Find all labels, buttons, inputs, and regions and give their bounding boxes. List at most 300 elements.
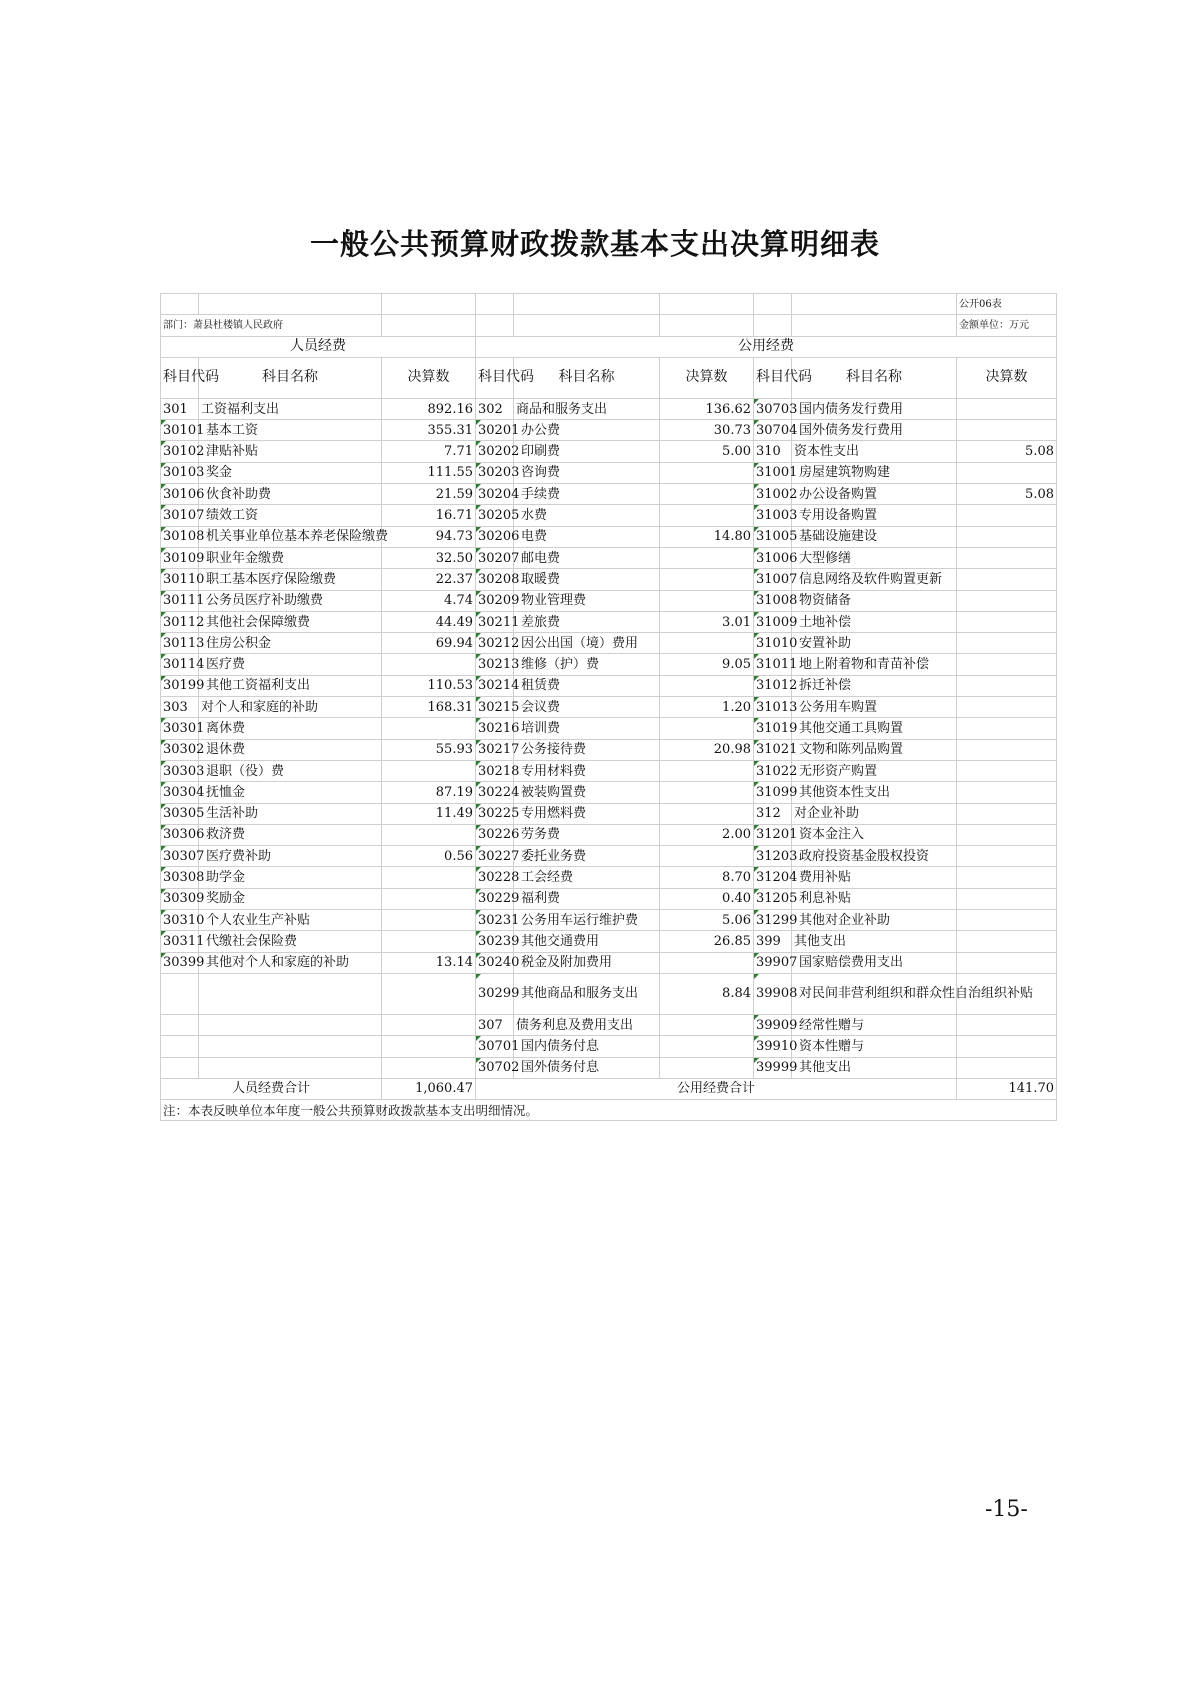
amount-value [660,462,754,483]
amount-value [382,910,476,931]
amount-value: 26.85 [660,931,754,952]
amount-header: 决算数 [382,357,476,398]
subject-code: 31201 [754,824,792,845]
table-row [161,547,1057,568]
subject-code: 399 [754,931,792,952]
subject-name: 委托业务费 [514,846,660,867]
subject-code: 302 [476,398,514,419]
subject-name: 代缴社会保险费 [199,931,382,952]
amount-value [660,547,754,568]
amount-value: 20.98 [660,739,754,760]
amount-value: 2.00 [660,824,754,845]
subject-code: 31019 [754,718,792,739]
subject-code: 30307 [161,846,199,867]
subject-name: 其他支出 [792,1057,957,1078]
subject-name: 政府投资基金股权投资 [792,846,957,867]
amount-value [382,760,476,781]
amount-value: 22.37 [382,569,476,590]
table-row [161,441,1057,462]
amount-value [957,718,1057,739]
subject-name: 物资储备 [792,590,957,611]
subject-name: 国内债务发行费用 [792,398,957,419]
page-number: -15- [985,1497,1028,1522]
subject-code: 30102 [161,441,199,462]
subject-name: 对民间非营利组织和群众性自治组织补贴 [792,973,957,1014]
subject-code: 31299 [754,910,792,931]
amount-value: 11.49 [382,803,476,824]
subject-code: 31001 [754,462,792,483]
subject-name: 津贴补贴 [199,441,382,462]
subject-name: 其他支出 [792,931,957,952]
subject-code: 30110 [161,569,199,590]
table-row [161,697,1057,718]
personnel-total-value: 1,060.47 [382,1078,476,1099]
subject-code: 30114 [161,654,199,675]
subject-name: 办公设备购置 [792,484,957,505]
subject-name: 工资福利支出 [199,398,382,419]
totals-row [161,1078,1057,1099]
subject-name: 工会经费 [514,867,660,888]
subject-code: 31099 [754,782,792,803]
subject-code: 31007 [754,569,792,590]
amount-value [957,867,1057,888]
subject-code: 30305 [161,803,199,824]
subject-code: 312 [754,803,792,824]
amount-value: 69.94 [382,633,476,654]
subject-name: 生活补助 [199,803,382,824]
subject-code: 31009 [754,611,792,632]
subject-name: 国家赔偿费用支出 [792,952,957,973]
subject-name: 奖金 [199,462,382,483]
amount-value [957,782,1057,803]
subject-name: 邮电费 [514,547,660,568]
subject-code: 31204 [754,867,792,888]
subject-code: 31012 [754,675,792,696]
subject-name: 公务用车运行维护费 [514,910,660,931]
amount-value: 892.16 [382,398,476,419]
subject-code [161,1057,199,1078]
subject-code: 30101 [161,420,199,441]
amount-value [957,888,1057,909]
name-header: 科目名称 [792,357,957,398]
subject-code: 30704 [754,420,792,441]
subject-name: 公务接待费 [514,739,660,760]
subject-name: 福利费 [514,888,660,909]
subject-name: 取暖费 [514,569,660,590]
amount-value [957,973,1057,1014]
amount-value [957,931,1057,952]
subject-code: 30212 [476,633,514,654]
subject-code: 30103 [161,462,199,483]
subject-code: 31011 [754,654,792,675]
amount-value [382,888,476,909]
amount-value [957,952,1057,973]
subject-code: 30299 [476,973,514,1014]
subject-name: 国外债务付息 [514,1057,660,1078]
amount-value [660,675,754,696]
subject-code: 30211 [476,611,514,632]
table-row [161,760,1057,781]
subject-code [161,1036,199,1057]
subject-name: 其他商品和服务支出 [514,973,660,1014]
amount-value [382,973,476,1014]
table-row [161,398,1057,419]
subject-name: 专用材料费 [514,760,660,781]
amount-value: 94.73 [382,526,476,547]
amount-value: 0.40 [660,888,754,909]
subject-code: 30106 [161,484,199,505]
subject-code: 30224 [476,782,514,803]
subject-name: 职业年金缴费 [199,547,382,568]
amount-value [957,846,1057,867]
code-header: 科目代码 [754,357,792,398]
amount-value [957,1014,1057,1035]
table-row [161,569,1057,590]
subject-name: 劳务费 [514,824,660,845]
subject-code: 31021 [754,739,792,760]
name-header: 科目名称 [514,357,660,398]
subject-code: 31022 [754,760,792,781]
amount-value [660,1014,754,1035]
subject-name: 被装购置费 [514,782,660,803]
subject-code: 30213 [476,654,514,675]
subject-code: 30206 [476,526,514,547]
subject-code: 30205 [476,505,514,526]
amount-value [957,654,1057,675]
amount-value: 7.71 [382,441,476,462]
amount-value: 9.05 [660,654,754,675]
subject-code: 31203 [754,846,792,867]
subject-name: 离休费 [199,718,382,739]
subject-name: 大型修缮 [792,547,957,568]
amount-value [660,590,754,611]
amount-value [957,526,1057,547]
amount-value [660,782,754,803]
table-row [161,846,1057,867]
subject-name: 维修（护）费 [514,654,660,675]
subject-code: 30239 [476,931,514,952]
subject-name: 公务用车购置 [792,697,957,718]
subject-code: 30240 [476,952,514,973]
subject-name: 会议费 [514,697,660,718]
amount-value: 8.84 [660,973,754,1014]
subject-name: 资本金注入 [792,824,957,845]
subject-code: 31002 [754,484,792,505]
subject-name: 拆迁补偿 [792,675,957,696]
subject-name: 其他资本性支出 [792,782,957,803]
amount-value [957,697,1057,718]
subject-code: 30203 [476,462,514,483]
amount-value [382,718,476,739]
amount-value: 55.93 [382,739,476,760]
subject-name: 安置补助 [792,633,957,654]
subject-code: 31005 [754,526,792,547]
subject-name: 住房公积金 [199,633,382,654]
code-header: 科目代码 [476,357,514,398]
subject-name: 绩效工资 [199,505,382,526]
amount-value [382,824,476,845]
table-row [161,931,1057,952]
subject-name: 利息补贴 [792,888,957,909]
subject-name: 差旅费 [514,611,660,632]
subject-code: 30108 [161,526,199,547]
subject-code: 30225 [476,803,514,824]
subject-name [199,1057,382,1078]
table-row [161,952,1057,973]
subject-name: 医疗费 [199,654,382,675]
table-row [161,1014,1057,1035]
amount-value: 110.53 [382,675,476,696]
table-row [161,526,1057,547]
subject-code: 30302 [161,739,199,760]
subject-name: 因公出国（境）费用 [514,633,660,654]
unit-label: 金额单位：万元 [957,315,1057,336]
amount-value [382,654,476,675]
subject-name: 培训费 [514,718,660,739]
subject-code: 30301 [161,718,199,739]
subject-name: 债务利息及费用支出 [514,1014,660,1035]
subject-code [161,973,199,1014]
amount-value [957,824,1057,845]
amount-value [660,803,754,824]
amount-value: 355.31 [382,420,476,441]
table-row [161,888,1057,909]
amount-value [957,739,1057,760]
amount-value [957,633,1057,654]
amount-value: 21.59 [382,484,476,505]
amount-value: 3.01 [660,611,754,632]
table-row [161,1057,1057,1078]
subject-code: 31205 [754,888,792,909]
subject-name: 信息网络及软件购置更新 [792,569,957,590]
subject-code: 30201 [476,420,514,441]
detail-table [160,293,1057,1121]
subject-code: 307 [476,1014,514,1035]
public-total-label: 公用经费合计 [476,1078,957,1099]
subject-code: 30399 [161,952,199,973]
amount-value [957,505,1057,526]
amount-value [660,505,754,526]
subject-code: 30204 [476,484,514,505]
subject-name: 国内债务付息 [514,1036,660,1057]
subject-code: 39909 [754,1014,792,1035]
amount-value: 4.74 [382,590,476,611]
amount-value [957,1057,1057,1078]
amount-value [957,675,1057,696]
subject-name: 国外债务发行费用 [792,420,957,441]
subject-name: 对个人和家庭的补助 [199,697,382,718]
subject-name: 地上附着物和青苗补偿 [792,654,957,675]
amount-value [660,633,754,654]
amount-value: 44.49 [382,611,476,632]
amount-value [660,846,754,867]
subject-code: 30216 [476,718,514,739]
subject-name: 其他社会保障缴费 [199,611,382,632]
page-title: 一般公共预算财政拨款基本支出决算明细表 [309,227,880,261]
column-header-row [161,357,1057,398]
subject-name: 物业管理费 [514,590,660,611]
amount-value: 0.56 [382,846,476,867]
subject-name: 其他工资福利支出 [199,675,382,696]
subject-code: 30107 [161,505,199,526]
amount-value: 1.20 [660,697,754,718]
subject-name: 租赁费 [514,675,660,696]
subject-name: 其他对企业补助 [792,910,957,931]
subject-name: 其他交通工具购置 [792,718,957,739]
subject-code: 31008 [754,590,792,611]
subject-name: 其他交通费用 [514,931,660,952]
subject-code: 31013 [754,697,792,718]
form-number: 公开06表 [957,294,1057,315]
amount-value [382,867,476,888]
subject-code: 30231 [476,910,514,931]
subject-code: 30218 [476,760,514,781]
amount-value [660,952,754,973]
subject-code: 30303 [161,760,199,781]
amount-value [957,398,1057,419]
subject-code: 39908 [754,973,792,1014]
amount-value: 5.00 [660,441,754,462]
subject-name: 水费 [514,505,660,526]
subject-code: 30308 [161,867,199,888]
amount-value [957,569,1057,590]
amount-value: 168.31 [382,697,476,718]
subject-name: 经常性赠与 [792,1014,957,1035]
subject-code [161,1014,199,1035]
subject-code: 30304 [161,782,199,803]
subject-name: 伙食补助费 [199,484,382,505]
amount-value [660,1036,754,1057]
table-row [161,718,1057,739]
subject-code: 30229 [476,888,514,909]
subject-code: 30112 [161,611,199,632]
personnel-total-label: 人员经费合计 [161,1078,382,1099]
subject-code: 31006 [754,547,792,568]
amount-value [382,1014,476,1035]
amount-value: 14.80 [660,526,754,547]
subject-code: 30702 [476,1057,514,1078]
subject-name: 职工基本医疗保险缴费 [199,569,382,590]
amount-value: 5.08 [957,441,1057,462]
subject-name: 专用燃料费 [514,803,660,824]
subject-code: 30701 [476,1036,514,1057]
subject-code: 39907 [754,952,792,973]
amount-value: 5.06 [660,910,754,931]
subject-code: 39910 [754,1036,792,1057]
subject-code: 30217 [476,739,514,760]
subject-name: 退职（役）费 [199,760,382,781]
code-header: 科目代码 [161,357,199,398]
table-row [161,462,1057,483]
subject-code: 31003 [754,505,792,526]
subject-code: 30208 [476,569,514,590]
table-row [161,973,1057,1014]
table-row [161,782,1057,803]
table-row [161,824,1057,845]
amount-value [382,1036,476,1057]
table-row [161,633,1057,654]
amount-value [957,611,1057,632]
subject-code: 31010 [754,633,792,654]
name-header: 科目名称 [199,357,382,398]
amount-value [957,910,1057,931]
subject-code: 30113 [161,633,199,654]
subject-name: 个人农业生产补贴 [199,910,382,931]
subject-name [199,973,382,1014]
table-row [161,484,1057,505]
subject-name: 文物和陈列品购置 [792,739,957,760]
subject-code: 30207 [476,547,514,568]
subject-name [199,1036,382,1057]
subject-name [199,1014,382,1035]
subject-code: 39999 [754,1057,792,1078]
subject-code: 30214 [476,675,514,696]
subject-name: 资本性支出 [792,441,957,462]
subject-name: 退休费 [199,739,382,760]
subject-code: 30199 [161,675,199,696]
subject-name: 对企业补助 [792,803,957,824]
subject-name: 奖励金 [199,888,382,909]
subject-name: 土地补偿 [792,611,957,632]
table-row [161,1036,1057,1057]
subject-name: 资本性赠与 [792,1036,957,1057]
amount-value [660,760,754,781]
subject-code: 310 [754,441,792,462]
amount-value: 136.62 [660,398,754,419]
subject-name: 救济费 [199,824,382,845]
subject-code: 30703 [754,398,792,419]
table-row [161,803,1057,824]
table-row [161,739,1057,760]
amount-value [660,1057,754,1078]
amount-value [957,803,1057,824]
table-row [161,505,1057,526]
subject-code: 30309 [161,888,199,909]
subject-name: 机关事业单位基本养老保险缴费 [199,526,382,547]
amount-value [660,718,754,739]
subject-code: 30111 [161,590,199,611]
public-group-header: 公用经费 [476,336,1057,357]
public-total-value: 141.70 [957,1078,1057,1099]
subject-code: 30226 [476,824,514,845]
subject-name: 基本工资 [199,420,382,441]
subject-name: 无形资产购置 [792,760,957,781]
subject-name: 其他对个人和家庭的补助 [199,952,382,973]
table-row [161,675,1057,696]
subject-code: 30202 [476,441,514,462]
amount-value: 13.14 [382,952,476,973]
amount-header: 决算数 [660,357,754,398]
amount-value [957,420,1057,441]
table-note: 注：本表反映单位本年度一般公共预算财政拨款基本支出明细情况。 [161,1100,1057,1121]
subject-name: 抚恤金 [199,782,382,803]
amount-value: 32.50 [382,547,476,568]
amount-value [957,590,1057,611]
table-row [161,910,1057,931]
amount-value [957,760,1057,781]
subject-name: 印刷费 [514,441,660,462]
subject-name: 公务员医疗补助缴费 [199,590,382,611]
subject-code: 30310 [161,910,199,931]
subject-name: 专用设备购置 [792,505,957,526]
subject-name: 电费 [514,526,660,547]
amount-value: 5.08 [957,484,1057,505]
department-label: 部门：萧县杜楼镇人民政府 [161,315,382,336]
amount-value [957,462,1057,483]
amount-value [660,484,754,505]
amount-value: 87.19 [382,782,476,803]
amount-value [957,1036,1057,1057]
